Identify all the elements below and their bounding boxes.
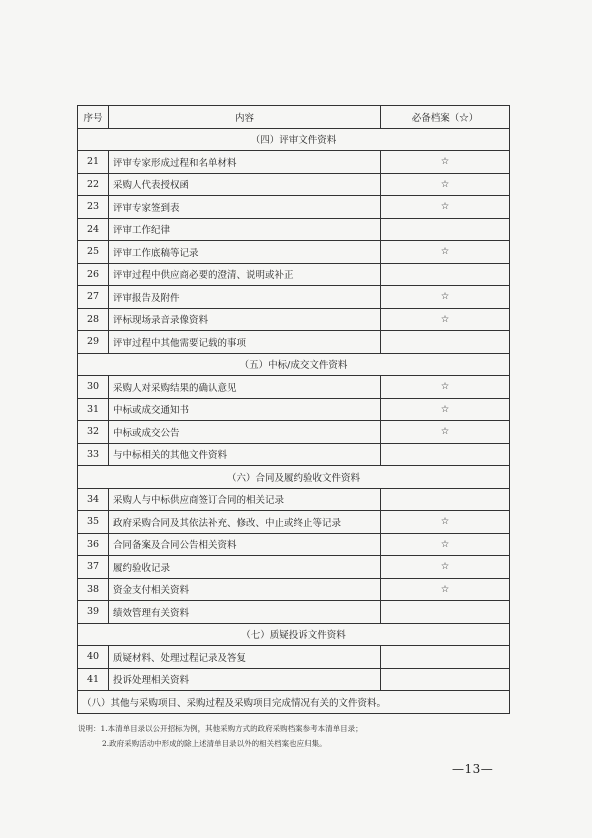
other-row [78, 691, 510, 714]
header-archive: 必备档案（☆） [381, 106, 510, 129]
table-row [78, 151, 510, 174]
table-row [78, 286, 510, 309]
row-number: 41 [78, 668, 109, 691]
row-number: 30 [78, 376, 109, 399]
required-mark: ☆ [381, 533, 510, 556]
row-content: 质疑材料、处理过程记录及答复 [109, 646, 381, 669]
table-row [78, 173, 510, 196]
table-row [78, 331, 510, 354]
archive-list-table [77, 105, 510, 714]
row-number: 37 [78, 556, 109, 579]
table-row [78, 218, 510, 241]
row-number: 35 [78, 511, 109, 534]
table-header-row [78, 106, 510, 129]
row-content: 资金支付相关资料 [109, 578, 381, 601]
section-title: （七）质疑投诉文件资料 [78, 623, 510, 646]
notes [78, 721, 363, 751]
section-title: （五）中标/成交文件资料 [78, 353, 510, 376]
row-number: 40 [78, 646, 109, 669]
section-row [78, 466, 510, 489]
required-mark: ☆ [381, 556, 510, 579]
section-row [78, 353, 510, 376]
note-line-2: 2.政府采购活动中形成的除上述清单目录以外的相关档案也应归集。 [102, 739, 327, 748]
required-mark: ☆ [381, 173, 510, 196]
row-number: 26 [78, 263, 109, 286]
row-content: 中标或成交公告 [109, 421, 381, 444]
table-row [78, 511, 510, 534]
row-content: 评标现场录音录像资料 [109, 308, 381, 331]
row-content: 评审过程中其他需要记载的事项 [109, 331, 381, 354]
table-row [78, 398, 510, 421]
row-content: 评审专家签到表 [109, 196, 381, 219]
row-number: 33 [78, 443, 109, 466]
required-mark: ☆ [381, 578, 510, 601]
table-row [78, 376, 510, 399]
required-mark: ☆ [381, 398, 510, 421]
note-line-1: 说明：1.本清单目录以公开招标为例，其他采购方式的政府采购档案参考本清单目录； [78, 724, 363, 733]
required-mark: ☆ [381, 376, 510, 399]
table-row [78, 578, 510, 601]
required-mark [381, 488, 510, 511]
table-row [78, 263, 510, 286]
row-number: 28 [78, 308, 109, 331]
row-number: 34 [78, 488, 109, 511]
table-row [78, 646, 510, 669]
row-content: 与中标相关的其他文件资料 [109, 443, 381, 466]
required-mark: ☆ [381, 241, 510, 264]
row-number: 22 [78, 173, 109, 196]
table-row [78, 241, 510, 264]
required-mark [381, 218, 510, 241]
row-content: 评审过程中供应商必要的澄清、说明或补正 [109, 263, 381, 286]
required-mark [381, 601, 510, 624]
page-number: —13— [452, 762, 494, 776]
other-row-text: （八）其他与采购项目、采购过程及采购项目完成情况有关的文件资料。 [78, 691, 510, 714]
row-content: 投诉处理相关资料 [109, 668, 381, 691]
row-content: 履约验收记录 [109, 556, 381, 579]
header-no: 序号 [78, 106, 109, 129]
table-row [78, 601, 510, 624]
row-content: 评审工作底稿等记录 [109, 241, 381, 264]
row-content: 采购人对采购结果的确认意见 [109, 376, 381, 399]
required-mark [381, 443, 510, 466]
row-number: 24 [78, 218, 109, 241]
section-title: （六）合同及履约验收文件资料 [78, 466, 510, 489]
row-number: 31 [78, 398, 109, 421]
row-number: 38 [78, 578, 109, 601]
row-number: 25 [78, 241, 109, 264]
required-mark: ☆ [381, 421, 510, 444]
required-mark [381, 646, 510, 669]
row-content: 采购人代表授权函 [109, 173, 381, 196]
required-mark: ☆ [381, 151, 510, 174]
section-row [78, 623, 510, 646]
row-content: 评审专家形成过程和名单材料 [109, 151, 381, 174]
required-mark [381, 263, 510, 286]
row-number: 29 [78, 331, 109, 354]
table-row [78, 668, 510, 691]
table-row [78, 488, 510, 511]
row-number: 23 [78, 196, 109, 219]
header-content: 内容 [109, 106, 381, 129]
section-title: （四）评审文件资料 [78, 128, 510, 151]
row-number: 32 [78, 421, 109, 444]
row-content: 中标或成交通知书 [109, 398, 381, 421]
table-row [78, 556, 510, 579]
required-mark [381, 331, 510, 354]
row-number: 39 [78, 601, 109, 624]
table-row [78, 308, 510, 331]
row-content: 绩效管理有关资料 [109, 601, 381, 624]
row-number: 21 [78, 151, 109, 174]
table-row [78, 196, 510, 219]
table-row [78, 533, 510, 556]
required-mark: ☆ [381, 308, 510, 331]
row-number: 27 [78, 286, 109, 309]
row-content: 政府采购合同及其依法补充、修改、中止或终止等记录 [109, 511, 381, 534]
table-row [78, 421, 510, 444]
required-mark [381, 668, 510, 691]
row-number: 36 [78, 533, 109, 556]
row-content: 评审工作纪律 [109, 218, 381, 241]
row-content: 采购人与中标供应商签订合同的相关记录 [109, 488, 381, 511]
row-content: 评审报告及附件 [109, 286, 381, 309]
required-mark: ☆ [381, 511, 510, 534]
row-content: 合同备案及合同公告相关资料 [109, 533, 381, 556]
required-mark: ☆ [381, 286, 510, 309]
table-body [78, 128, 510, 691]
table-row [78, 443, 510, 466]
section-row [78, 128, 510, 151]
required-mark: ☆ [381, 196, 510, 219]
